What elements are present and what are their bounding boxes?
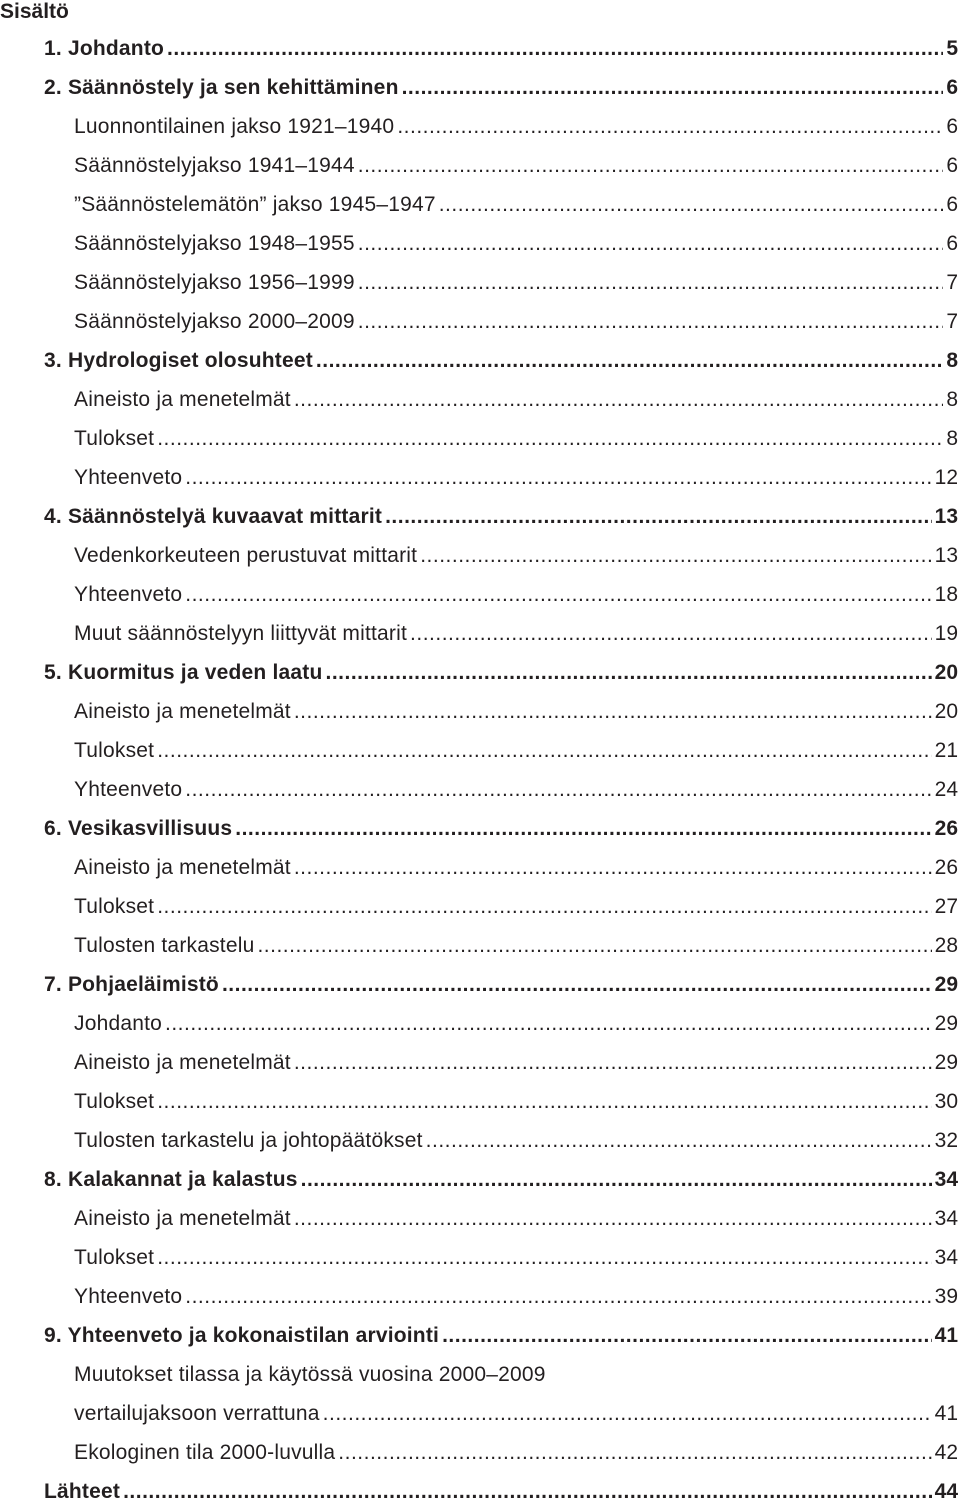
toc-page-number: 27: [934, 895, 958, 918]
toc-entry-label: 6. Vesikasvillisuus: [44, 817, 233, 840]
toc-page-number: 42: [934, 1441, 958, 1464]
toc-page-number: 7: [946, 310, 958, 333]
toc-entry-label: Lähteet: [44, 1480, 121, 1503]
dot-leader: [257, 933, 931, 959]
toc-entry-label: 8. Kalakannat ja kalastus: [44, 1168, 298, 1191]
dot-leader: [426, 1128, 932, 1154]
toc-entry-label: Tulokset: [74, 1090, 155, 1113]
toc-entry[interactable]: [74, 465, 958, 491]
toc-row[interactable]: [0, 731, 960, 770]
toc-entry[interactable]: [74, 114, 958, 140]
toc-entry-label: Vedenkorkeuteen perustuvat mittarit: [74, 544, 418, 567]
toc-entry-label: Säännöstelyjakso 1941–1944: [74, 154, 355, 177]
toc-entry-label: Muutokset tilassa ja käytössä vuosina 2000–2009: [74, 1363, 546, 1386]
toc-entry[interactable]: [74, 1245, 958, 1271]
dot-leader: [323, 1401, 932, 1427]
toc-row[interactable]: [0, 107, 960, 146]
table-of-contents: [0, 29, 960, 1511]
toc-row[interactable]: [0, 341, 960, 380]
toc-entry[interactable]: [74, 153, 958, 179]
toc-entry[interactable]: [44, 1167, 958, 1193]
toc-row[interactable]: [0, 692, 960, 731]
toc-entry-label: 5. Kuormitus ja veden laatu: [44, 661, 323, 684]
dot-leader: [439, 192, 944, 218]
dot-leader: [157, 1089, 931, 1115]
toc-entry-label: Aineisto ja menetelmät: [74, 856, 291, 879]
toc-entry[interactable]: [74, 855, 958, 881]
toc-entry[interactable]: [74, 309, 958, 335]
toc-page-number: 18: [934, 583, 958, 606]
dot-leader: [185, 582, 931, 608]
toc-page-number: 8: [946, 388, 958, 411]
toc-page-number: 39: [934, 1285, 958, 1308]
toc-entry-label: Tulokset: [74, 427, 155, 450]
toc-entry-label: Tulokset: [74, 1246, 155, 1269]
toc-row[interactable]: [0, 1004, 960, 1043]
toc-page-number: 21: [934, 739, 958, 762]
toc-entry[interactable]: [74, 1050, 958, 1076]
toc-entry-label: Tulokset: [74, 739, 155, 762]
toc-entry[interactable]: [44, 504, 958, 530]
toc-entry[interactable]: [44, 1323, 958, 1349]
toc-entry[interactable]: [44, 660, 958, 686]
toc-page-number: 29: [934, 973, 958, 996]
toc-row[interactable]: [0, 1394, 960, 1433]
toc-row[interactable]: [0, 1277, 960, 1316]
toc-entry-label: Yhteenveto: [74, 466, 183, 489]
dot-leader: [385, 504, 932, 530]
toc-page-number: 19: [934, 622, 958, 645]
dot-leader: [294, 855, 932, 881]
toc-row[interactable]: [0, 926, 960, 965]
dot-leader: [185, 465, 931, 491]
toc-entry-label: 2. Säännöstely ja sen kehittäminen: [44, 76, 399, 99]
toc-entry-label: Johdanto: [74, 1012, 163, 1035]
dot-leader: [325, 660, 931, 686]
toc-row[interactable]: [0, 146, 960, 185]
dot-leader: [235, 816, 931, 842]
toc-entry-label: Aineisto ja menetelmät: [74, 700, 291, 723]
toc-entry[interactable]: [74, 582, 958, 608]
dot-leader: [294, 699, 932, 725]
toc-entry[interactable]: [74, 231, 958, 257]
toc-page-number: 41: [934, 1324, 958, 1347]
dot-leader: [420, 543, 931, 569]
toc-entry-label: Yhteenveto: [74, 583, 183, 606]
dot-leader: [165, 1011, 932, 1037]
toc-entry-label: Aineisto ja menetelmät: [74, 388, 291, 411]
toc-entry[interactable]: [44, 1479, 958, 1505]
toc-page-number: 8: [946, 349, 958, 372]
toc-page-number: 44: [934, 1480, 958, 1503]
toc-entry[interactable]: [74, 1089, 958, 1115]
toc-page-number: 13: [934, 544, 958, 567]
toc-page-number: 28: [934, 934, 958, 957]
toc-row[interactable]: [0, 1472, 960, 1511]
toc-page-number: 29: [934, 1051, 958, 1074]
toc-page-number: 6: [946, 232, 958, 255]
toc-entry-label: 1. Johdanto: [44, 37, 165, 60]
toc-entry[interactable]: [74, 543, 958, 569]
toc-entry-label: Säännöstelyjakso 1956–1999: [74, 271, 355, 294]
dot-leader: [442, 1323, 932, 1349]
dot-leader: [222, 972, 932, 998]
toc-row[interactable]: [0, 1121, 960, 1160]
toc-entry[interactable]: [44, 36, 958, 62]
toc-page-number: 34: [934, 1168, 958, 1191]
toc-entry[interactable]: [74, 426, 958, 452]
toc-entry-label: Tulosten tarkastelu ja johtopäätökset: [74, 1129, 423, 1152]
dot-leader: [123, 1479, 932, 1505]
toc-entry[interactable]: [74, 192, 958, 218]
toc-entry-label: Luonnontilainen jakso 1921–1940: [74, 115, 395, 138]
toc-entry-label: Aineisto ja menetelmät: [74, 1207, 291, 1230]
toc-entry-label: Muut säännöstelyyn liittyvät mittarit: [74, 622, 408, 645]
dot-leader: [316, 348, 943, 374]
toc-row[interactable]: [0, 770, 960, 809]
toc-row[interactable]: [0, 1433, 960, 1472]
toc-page-number: 6: [946, 193, 958, 216]
toc-row[interactable]: [0, 380, 960, 419]
dot-leader: [397, 114, 943, 140]
toc-entry-label: 7. Pohjaeläimistö: [44, 973, 219, 996]
dot-leader: [294, 387, 943, 413]
dot-leader: [185, 1284, 931, 1310]
toc-page-number: 34: [934, 1207, 958, 1230]
toc-row[interactable]: [0, 29, 960, 68]
toc-row[interactable]: [0, 887, 960, 926]
toc-entry[interactable]: [74, 1284, 958, 1310]
dot-leader: [157, 426, 943, 452]
toc-row[interactable]: [0, 1199, 960, 1238]
dot-leader: [294, 1050, 932, 1076]
toc-row[interactable]: [0, 1355, 960, 1394]
dot-leader: [358, 153, 944, 179]
toc-row[interactable]: [0, 458, 960, 497]
toc-entry[interactable]: [74, 933, 958, 959]
toc-row[interactable]: [0, 809, 960, 848]
toc-page-number: 20: [934, 700, 958, 723]
toc-row[interactable]: [0, 1082, 960, 1121]
toc-row[interactable]: [0, 965, 960, 1004]
toc-entry-label: 4. Säännöstelyä kuvaavat mittarit: [44, 505, 383, 528]
toc-row[interactable]: [0, 263, 960, 302]
toc-row[interactable]: [0, 614, 960, 653]
toc-entry[interactable]: [74, 738, 958, 764]
dot-leader: [157, 1245, 931, 1271]
toc-page-number: 7: [946, 271, 958, 294]
toc-entry[interactable]: [74, 1011, 958, 1037]
toc-entry-label: Tulosten tarkastelu: [74, 934, 255, 957]
dot-leader: [410, 621, 932, 647]
dot-leader: [358, 231, 944, 257]
toc-entry[interactable]: [74, 1401, 958, 1427]
toc-row[interactable]: [0, 1316, 960, 1355]
toc-entry-label: ”Säännöstelemätön” jakso 1945–1947: [74, 193, 436, 216]
toc-page-number: 30: [934, 1090, 958, 1113]
toc-page-number: 6: [946, 115, 958, 138]
dot-leader: [358, 270, 944, 296]
toc-entry-label: Aineisto ja menetelmät: [74, 1051, 291, 1074]
toc-entry-label: Ekologinen tila 2000-luvulla: [74, 1441, 336, 1464]
toc-row[interactable]: [0, 185, 960, 224]
toc-entry-label: vertailujaksoon verrattuna: [74, 1402, 320, 1425]
toc-page-number: 6: [946, 154, 958, 177]
toc-entry-label: Tulokset: [74, 895, 155, 918]
toc-entry-label: Yhteenveto: [74, 778, 183, 801]
toc-entry-label: 9. Yhteenveto ja kokonaistilan arviointi: [44, 1324, 440, 1347]
dot-leader: [167, 36, 943, 62]
toc-row[interactable]: [0, 302, 960, 341]
toc-row[interactable]: [0, 653, 960, 692]
toc-row[interactable]: [0, 848, 960, 887]
toc-entry[interactable]: [74, 387, 958, 413]
toc-entry[interactable]: [74, 777, 958, 803]
toc-page-number: 5: [946, 37, 958, 60]
toc-row[interactable]: [0, 68, 960, 107]
toc-page-number: 8: [946, 427, 958, 450]
toc-entry[interactable]: [74, 699, 958, 725]
toc-row[interactable]: [0, 497, 960, 536]
toc-entry[interactable]: [74, 1362, 546, 1388]
dot-leader: [301, 1167, 932, 1193]
toc-page-number: 24: [934, 778, 958, 801]
toc-entry[interactable]: [74, 1206, 958, 1232]
dot-leader: [185, 777, 931, 803]
toc-row[interactable]: [0, 1238, 960, 1277]
toc-entry[interactable]: [44, 972, 958, 998]
page-title: Sisältö: [0, 0, 69, 23]
toc-entry[interactable]: [74, 621, 958, 647]
dot-leader: [402, 75, 944, 101]
toc-page-number: 12: [934, 466, 958, 489]
toc-entry[interactable]: [44, 816, 958, 842]
toc-row[interactable]: [0, 419, 960, 458]
toc-page-number: 41: [934, 1402, 958, 1425]
toc-page-number: 26: [934, 817, 958, 840]
toc-page-number: 32: [934, 1129, 958, 1152]
toc-entry[interactable]: [44, 348, 958, 374]
toc-entry[interactable]: [74, 1128, 958, 1154]
toc-row[interactable]: [0, 536, 960, 575]
dot-leader: [294, 1206, 932, 1232]
dot-leader: [338, 1440, 931, 1466]
toc-entry-label: Säännöstelyjakso 1948–1955: [74, 232, 355, 255]
toc-entry-label: 3. Hydrologiset olosuhteet: [44, 349, 313, 372]
toc-row[interactable]: [0, 224, 960, 263]
toc-page-number: 20: [934, 661, 958, 684]
toc-entry[interactable]: [74, 894, 958, 920]
toc-entry[interactable]: [74, 270, 958, 296]
toc-page-number: 13: [934, 505, 958, 528]
toc-entry-label: Säännöstelyjakso 2000–2009: [74, 310, 355, 333]
toc-row[interactable]: [0, 1160, 960, 1199]
toc-page-number: 29: [934, 1012, 958, 1035]
toc-row[interactable]: [0, 575, 960, 614]
toc-entry[interactable]: [74, 1440, 958, 1466]
dot-leader: [358, 309, 944, 335]
toc-page-number: 34: [934, 1246, 958, 1269]
toc-page-number: 6: [946, 76, 958, 99]
toc-entry-label: Yhteenveto: [74, 1285, 183, 1308]
dot-leader: [157, 894, 931, 920]
toc-row[interactable]: [0, 1043, 960, 1082]
toc-entry[interactable]: [44, 75, 958, 101]
dot-leader: [157, 738, 931, 764]
toc-page-number: 26: [934, 856, 958, 879]
